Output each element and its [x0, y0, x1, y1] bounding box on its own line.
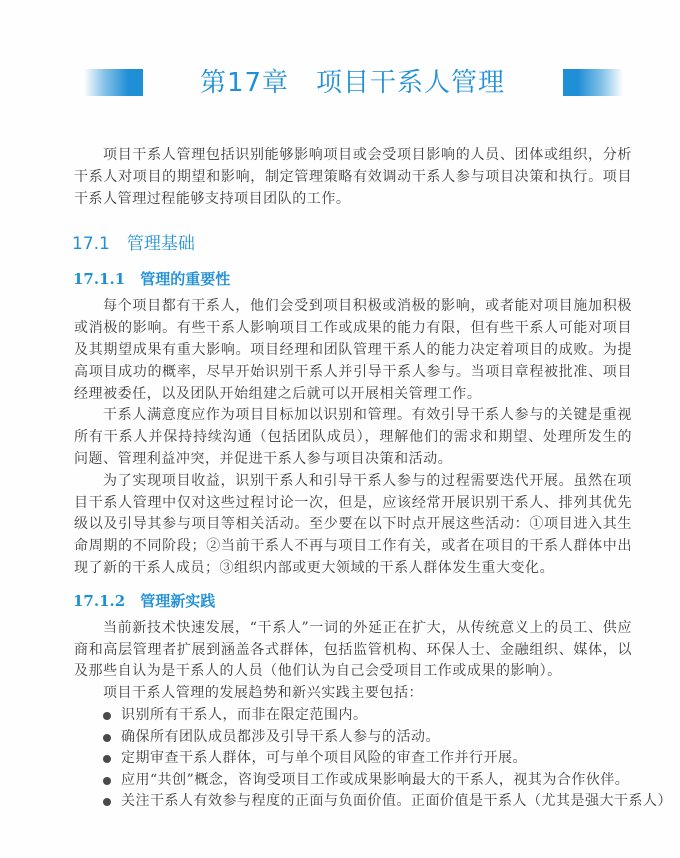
- bullet-dot-icon: [103, 755, 111, 763]
- bullet-dot-icon: [103, 777, 111, 785]
- subsection-heading: 17.1.2 管理新实践: [73, 591, 216, 610]
- subsection-heading: 17.1.1 管理的重要性: [73, 270, 231, 289]
- intro-paragraph: 项目干系人管理包括识别能够影响项目或会受项目影响的人员、团体或组织，分析干系人对项目的期望和影响，制定管理策略有效调动干系人参与项目决策和执行。项目干系人管理过程能够支持项目团队的工作。: [74, 147, 632, 207]
- bullet-dot-icon: [103, 734, 111, 742]
- body-paragraph: 为了实现项目收益，识别干系人和引导干系人参与的过程需要迭代开展。虽然在项目干系人管理中仅对这些过程讨论一次，但是，应该经常开展识别干系人、排列其优先级以及引导其参与项目等相关活动。至少要在以下时点开展这些活动：①项目进入其生命周期的不同阶段；②当前干系人不再与项目工作有关，或者在项目的干系人群体中出现了新的干系人成员；③组织内部或更大领域的干系人群体发生重大变化。: [74, 472, 632, 576]
- list-item: [74, 748, 632, 770]
- chapter-banner: [0, 66, 680, 100]
- section-heading: 17.1 管理基础: [72, 234, 195, 255]
- list-item-text: 识别所有干系人，而非在限定范围内。: [121, 706, 368, 723]
- list-item: [74, 727, 632, 749]
- body-paragraph: 项目干系人管理的发展趋势和新兴实践主要包括：: [103, 685, 424, 702]
- body-paragraph: 每个项目都有干系人，他们会受到项目积极或消极的影响，或者能对项目施加积极或消极的影响。有些干系人影响项目工作或成果的能力有限，但有些干系人可能对项目及其期望成果有重大影响。项目经理和团队管理干系人的能力决定着项目的成败。为提高项目成功的概率，尽早开始识别干系人并引导干系人参与。当项目章程被批准、项目经理被委任，以及团队开始组建之后就可以开展相关管理工作。: [74, 298, 632, 402]
- bullet-dot-icon: [103, 798, 111, 806]
- bullet-list: [74, 705, 672, 813]
- body-paragraph: 当前新技术快速发展，“干系人”一词的外延正在扩大，从传统意义上的员工、供应商和高层管理者扩展到涵盖各式群体，包括监管机构、环保人士、金融组织、媒体，以及那些自认为是干系人的人员（他们认为自己会受项目工作或成果的影响）。: [74, 619, 632, 680]
- page-content: [72, 145, 672, 813]
- list-item-text: 确保所有团队成员都涉及引导干系人参与的活动。: [121, 728, 440, 745]
- body-paragraph: 干系人满意度应作为项目目标加以识别和管理。有效引导干系人参与的关键是重视所有干系人并保持持续沟通（包括团队成员），理解他们的需求和期望、处理所发生的问题、管理利益冲突，并促进干系人参与项目决策和活动。: [74, 407, 632, 467]
- list-item-text: 应用“共创”概念，咨询受项目工作或成果影响最大的干系人，视其为合作伙伴。: [121, 771, 630, 788]
- list-item: [74, 770, 632, 792]
- list-item-text: 定期审查干系人群体，可与单个项目风险的审查工作并行开展。: [121, 750, 527, 767]
- list-item: [74, 705, 632, 727]
- list-item-text: 关注干系人有效参与程度的正面与负面价值。正面价值是干系人（尤其是强大干系人）: [121, 793, 672, 810]
- chapter-title: 第17章 项目干系人管理: [199, 68, 506, 98]
- list-item: [74, 791, 672, 813]
- bullet-dot-icon: [103, 712, 111, 720]
